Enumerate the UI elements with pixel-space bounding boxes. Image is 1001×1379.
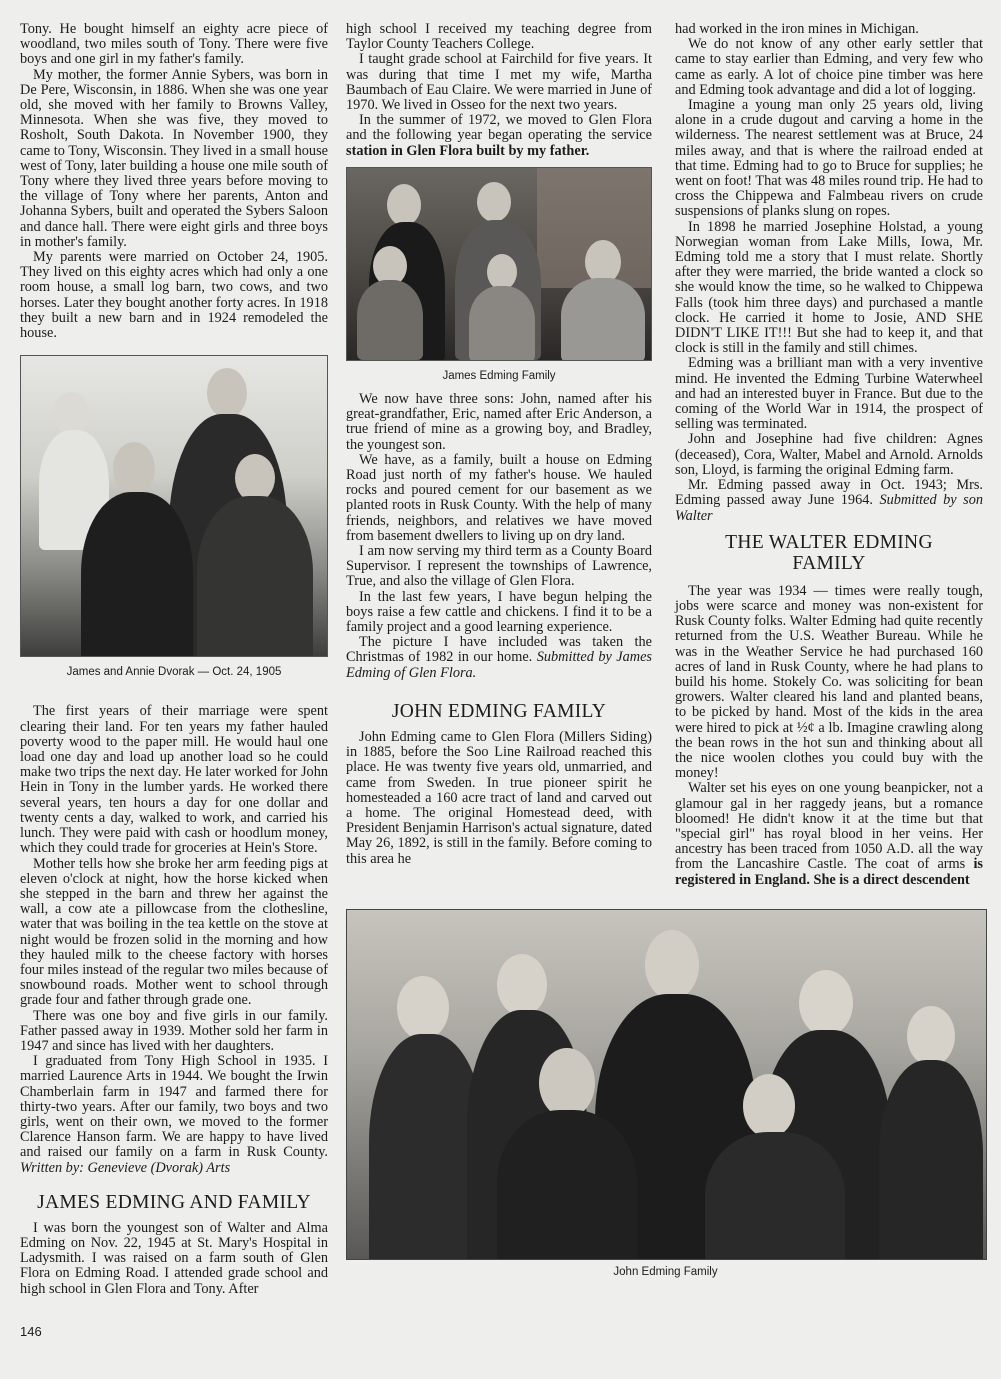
paragraph: Imagine a young man only 25 years old, living alone in a crude dugout and carving a home in the wilderness. The nearest settlement was at Bruce, 24 miles away, and that is where the railroad ended at that time. Edming had to go to Bruce for supplies; he went on foot! That was 48 miles round trip. He had to cross the Chippewa and Falmbeau rivers on crude suspensions of planks slung on ropes. (675, 97, 983, 220)
photo-caption: John Edming Family (613, 1266, 718, 1278)
paragraph: Mother tells how she broke her arm feeding pigs at eleven o'clock at night, how the horse kicked when she stepped in the barn and threw her against the wall, a cow ate a pillowcase from the clothesline, water that was boiling in the tea kettle on the stove at night would be frozen solid in the morning and how they hauled milk to the cheese factory with horses four miles instead of the regular two miles because of snowbound roads. Mother went to school through grade four and father through grade one. (20, 855, 328, 1009)
paragraph: My mother, the former Annie Sybers, was born in De Pere, Wisconsin, in 1886. When she was one year old, she moved with her family to Browns Valley, Minnesota. When she was five, they moved to Rosholt, South Dakota. In November 1900, they came to Tony, Wisconsin. They lived in a small house west of Tony, later building a house one mile south of Tony where they lived three years before moving to the village of Tony where her parents, Anton and Johanna Sybers, built and operated the Sybers Saloon and dance hall. There were eight girls and three boys in mother's family. (20, 66, 328, 250)
paragraph: high school I received my teaching degree from Taylor County Teachers College. (346, 21, 652, 53)
column-2 (346, 22, 652, 867)
paragraph: There was one boy and five girls in our family. Father passed away in 1939. Mother sold her farm in 1947 and since has lived with her daughters. (20, 1007, 328, 1054)
column-1 (20, 22, 328, 1297)
paragraph: Tony. He bought himself an eighty acre piece of woodland, two miles south of Tony. There were five boys and one girl in my father's family. (20, 21, 328, 68)
dvorak-wedding-photo (20, 355, 328, 657)
john-edming-family-photo (346, 909, 987, 1260)
paragraph: In the last few years, I have begun helping the boys raise a few cattle and chickens. I find it to be a family project and a good learning experience. (346, 588, 652, 636)
section-heading: THE WALTER EDMING FAMILY (725, 531, 933, 574)
paragraph: We now have three sons: John, named after his great-grandfather, Eric, named after Eric Anderson, a true friend of mine as a growing boy, and Bradley, the youngest son. (346, 391, 652, 453)
paragraph: Mr. Edming passed away in Oct. 1943; Mrs. Edming passed away June 1964. Submitted by son Walter (675, 477, 983, 524)
paragraph: had worked in the iron mines in Michigan. (675, 21, 919, 37)
paragraph: I taught grade school at Fairchild for five years. It was during that time I met my wife, Martha Baumbach of Eau Claire. We were married in June of 1970. We lived in Osseo for the next two years. (346, 51, 652, 114)
section-heading: JAMES EDMING AND FAMILY (37, 1191, 311, 1213)
signature: Submitted by son Walter (675, 492, 983, 524)
paragraph: I graduated from Tony High School in 1935. I married Laurence Arts in 1944. We bought the Irwin Chamberlain farm in 1947 and farmed there for thirty-two years. After our family, two boys and two girls, went on their own, we moved to the former Clarence Hanson farm. We are happy to have lived and raised our family on a farm in Rusk County. Written by: Genevieve (Dvorak) Arts (20, 1053, 328, 1176)
paragraph: The year was 1934 — times were really tough, jobs were scarce and money was non-existent for Rusk County folks. Walter Edming had quite recently returned from the U.S. Weather Bureau. While he was in the Weather Service he had purchased 160 acres of land in Rusk County, where he had plans to build his home. Stokely Co. was soliciting for bean growers. Walter cleared his land and planted beans, to be picked by hand. Most of the kids in the area were hired to pick at ½¢ a lb. Imagine crawling along the bean rows in the hot sun and thinking about all the nice woolen clothes you could buy with the money! (675, 582, 983, 782)
paragraph: The picture I have included was taken the Christmas of 1982 in our home. Submitted by James Edming of Glen Flora. (346, 634, 653, 681)
column-3 (675, 22, 983, 888)
paragraph: I was born the youngest son of Walter and Alma Edming on Nov. 22, 1945 at St. Mary's Hospital in Ladysmith. I was raised on a farm south of Glen Flora on Edming Road. I attended grade school and high school in Glen Flora and Tony. After (20, 1219, 328, 1297)
photo-caption: James Edming Family (442, 369, 556, 382)
paragraph: My parents were married on October 24, 1905. They lived on this eighty acres which had only a one room house, a small log barn, two cows, and two horses. Later they bought another forty acres. In 1918 they built a new barn and in 1924 remodeled the house. (20, 249, 328, 342)
photo-caption: James and Annie Dvorak — Oct. 24, 1905 (66, 666, 282, 679)
page-number: 146 (20, 1324, 42, 1339)
section-heading: JOHN EDMING FAMILY (391, 700, 607, 722)
paragraph: The first years of their marriage were spent clearing their land. For ten years my father hauled poverty wood to the paper mill. He would haul one load one day and load up another load so he could make two trips the next day. He later worked for John Hein in Tony in the lumber yards. He worked there several years, ten hours a day for one dollar and twenty cents a day, walked to work, and carried his lunch. They were paid with cash or hoodlum money, which they could trade for groceries at Hein's Store. (20, 703, 328, 857)
paragraph: Walter set his eyes on one young beanpicker, not a glamour gal in her raggedy jeans, but a romance bloomed! He didn't know it at the time but that "special girl" has royal blood in her veins. Her ancestry has been traced from 1050 A.D. all the way from the Lancashire Castle. The coat of arms is registered in England. She is a direct descendent (675, 780, 983, 888)
paragraph: I am now serving my third term as a County Board Supervisor. I represent the townships of Lawrence, True, and also the village of Glen Flora. (346, 543, 652, 590)
signature: Submitted by James Edming of Glen Flora. (346, 649, 653, 681)
paragraph: Edming was a brilliant man with a very inventive mind. He invented the Edming Turbine Waterwheel and had an interested buyer in France. But due to the coming of the World War in 1914, the prospect of selling was terminated. (675, 355, 983, 433)
paragraph: In the summer of 1972, we moved to Glen Flora and the following year began operating the service station in Glen Flora built by my father. (346, 112, 652, 159)
paragraph: We do not know of any other early settler that came to stay earlier than Edming, and very few who came as early. A lot of choice pine timber was here and Edming took advantage and did a lot of logging. (675, 36, 983, 98)
paragraph: We have, as a family, built a house on Edming Road just north of my father's house. We hauled rocks and poured cement for our basement as we planted roots in Rusk County. With the help of many friends, neighbors, and relatives we have moved from basement dwellers to living up on dry land. (346, 451, 652, 544)
signature: Written by: Genevieve (Dvorak) Arts (20, 1159, 231, 1176)
paragraph: In 1898 he married Josephine Holstad, a young Norwegian woman from Lake Mills, Iowa, Mr. Edming told me a story that I must relate. Shortly after they were married, the bride wanted a clock so she would know the time, so he walked to Chippewa Falls (took him three days) and purchased a mantle clock. He carried it home to Josie, AND SHE DIDN'T LIKE IT!!! But she had to keep it, and that clock is still in the family and still chimes. (675, 218, 983, 357)
paragraph: John and Josephine had five children: Agnes (deceased), Cora, Walter, Mabel and Arnold. Arnolds son, Lloyd, is farming the original Edming farm. (675, 431, 983, 478)
james-edming-family-photo (346, 167, 652, 361)
paragraph: John Edming came to Glen Flora (Millers Siding) in 1885, before the Soo Line Railroad reached this place. He was twenty five years old, unmarried, and came from Sweden. In true pioneer spirit he homesteaded a 160 acre tract of land and carved out a home. The original Homestead deed, with President Benjamin Harrison's actual signature, dated May 26, 1892, is still in the family. Before coming to this area he (346, 728, 652, 867)
